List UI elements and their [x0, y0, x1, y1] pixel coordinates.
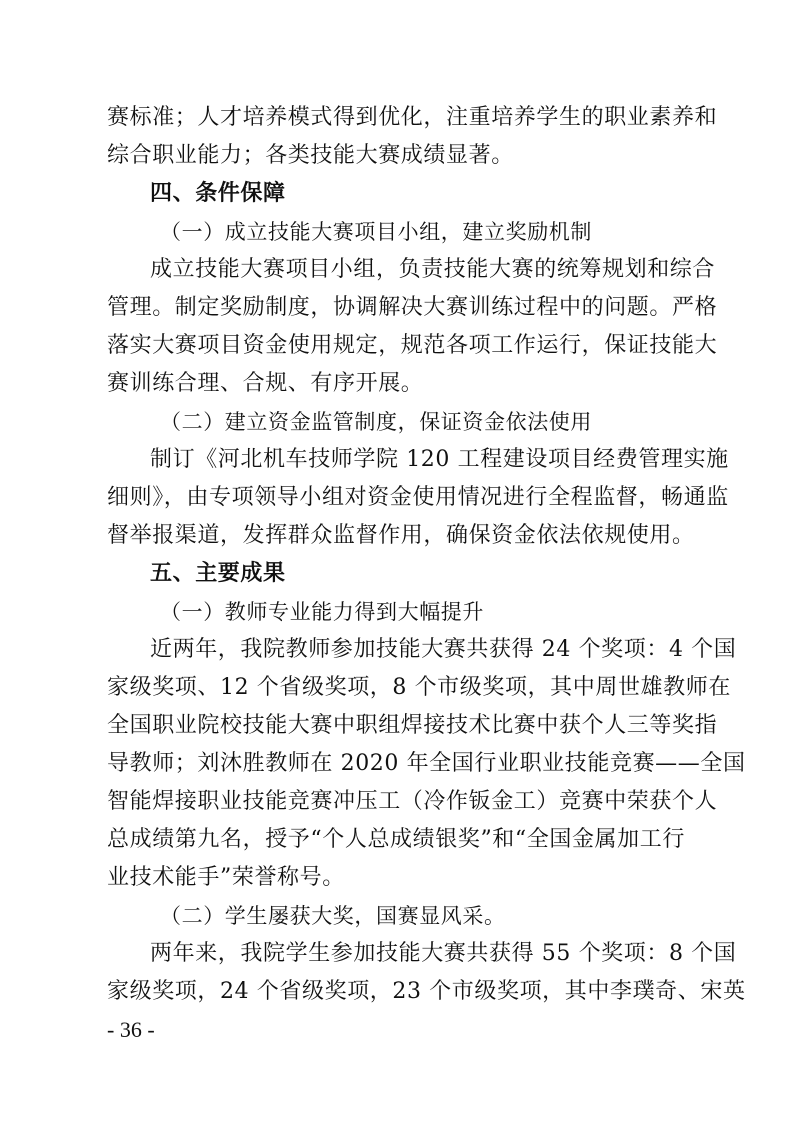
body-text-line: 细则》，由专项领导小组对资金使用情况进行全程监督，畅通监 [107, 485, 729, 510]
body-text-line: 成立技能大赛项目小组，负责技能大赛的统筹规划和综合 [150, 257, 716, 282]
body-text-line: 家级奖项，24 个省级奖项，23 个市级奖项，其中李璞奇、宋英 [107, 979, 746, 1004]
body-text-line: 业技术能手”荣誉称号。 [107, 865, 345, 890]
body-text-line: 两年来，我院学生参加技能大赛共获得 55 个奖项：8 个国 [150, 941, 737, 966]
body-text-line: 赛训练合理、合规、有序开展。 [107, 371, 424, 396]
body-text-line: 赛标准；人才培养模式得到优化，注重培养学生的职业素养和 [107, 105, 718, 130]
subsection-heading: （一）教师专业能力得到大幅提升 [160, 600, 484, 624]
section-heading: 五、主要成果 [150, 561, 286, 586]
body-text-line: 导教师；刘沐胜教师在 2020 年全国行业职业技能竞赛——全国 [107, 751, 746, 776]
body-text-line: 智能焊接职业技能竞赛冲压工（冷作钣金工）竞赛中荣获个人 [107, 789, 718, 814]
body-text-line: 管理。制定奖励制度，协调解决大赛训练过程中的问题。严格 [107, 295, 718, 320]
body-text-line: 制订《河北机车技师学院 120 工程建设项目经费管理实施 [150, 447, 729, 472]
body-text-line: 综合职业能力；各类技能大赛成绩显著。 [107, 143, 514, 168]
body-text-line: 近两年，我院教师参加技能大赛共获得 24 个奖项：4 个国 [150, 637, 737, 662]
body-text-line: 总成绩第九名，授予“个人总成绩银奖”和“全国金属加工行 [107, 827, 685, 852]
body-text-line: 督举报渠道，发挥群众监督作用，确保资金依法依规使用。 [107, 523, 695, 548]
page-number: - 36 - [107, 1017, 155, 1042]
subsection-heading: （一）成立技能大赛项目小组，建立奖励机制 [160, 220, 592, 244]
body-text-line: 家级奖项、12 个省级奖项，8 个市级奖项，其中周世雄教师在 [107, 675, 731, 700]
body-text-line: 落实大赛项目资金使用规定，规范各项工作运行，保证技能大 [107, 333, 718, 358]
section-heading: 四、条件保障 [150, 181, 286, 206]
subsection-heading: （二）建立资金监管制度，保证资金依法使用 [160, 410, 592, 434]
body-text-line: 全国职业院校技能大赛中职组焊接技术比赛中获个人三等奖指 [107, 713, 718, 738]
subsection-heading: （二）学生屡获大奖，国赛显风采。 [160, 904, 506, 928]
